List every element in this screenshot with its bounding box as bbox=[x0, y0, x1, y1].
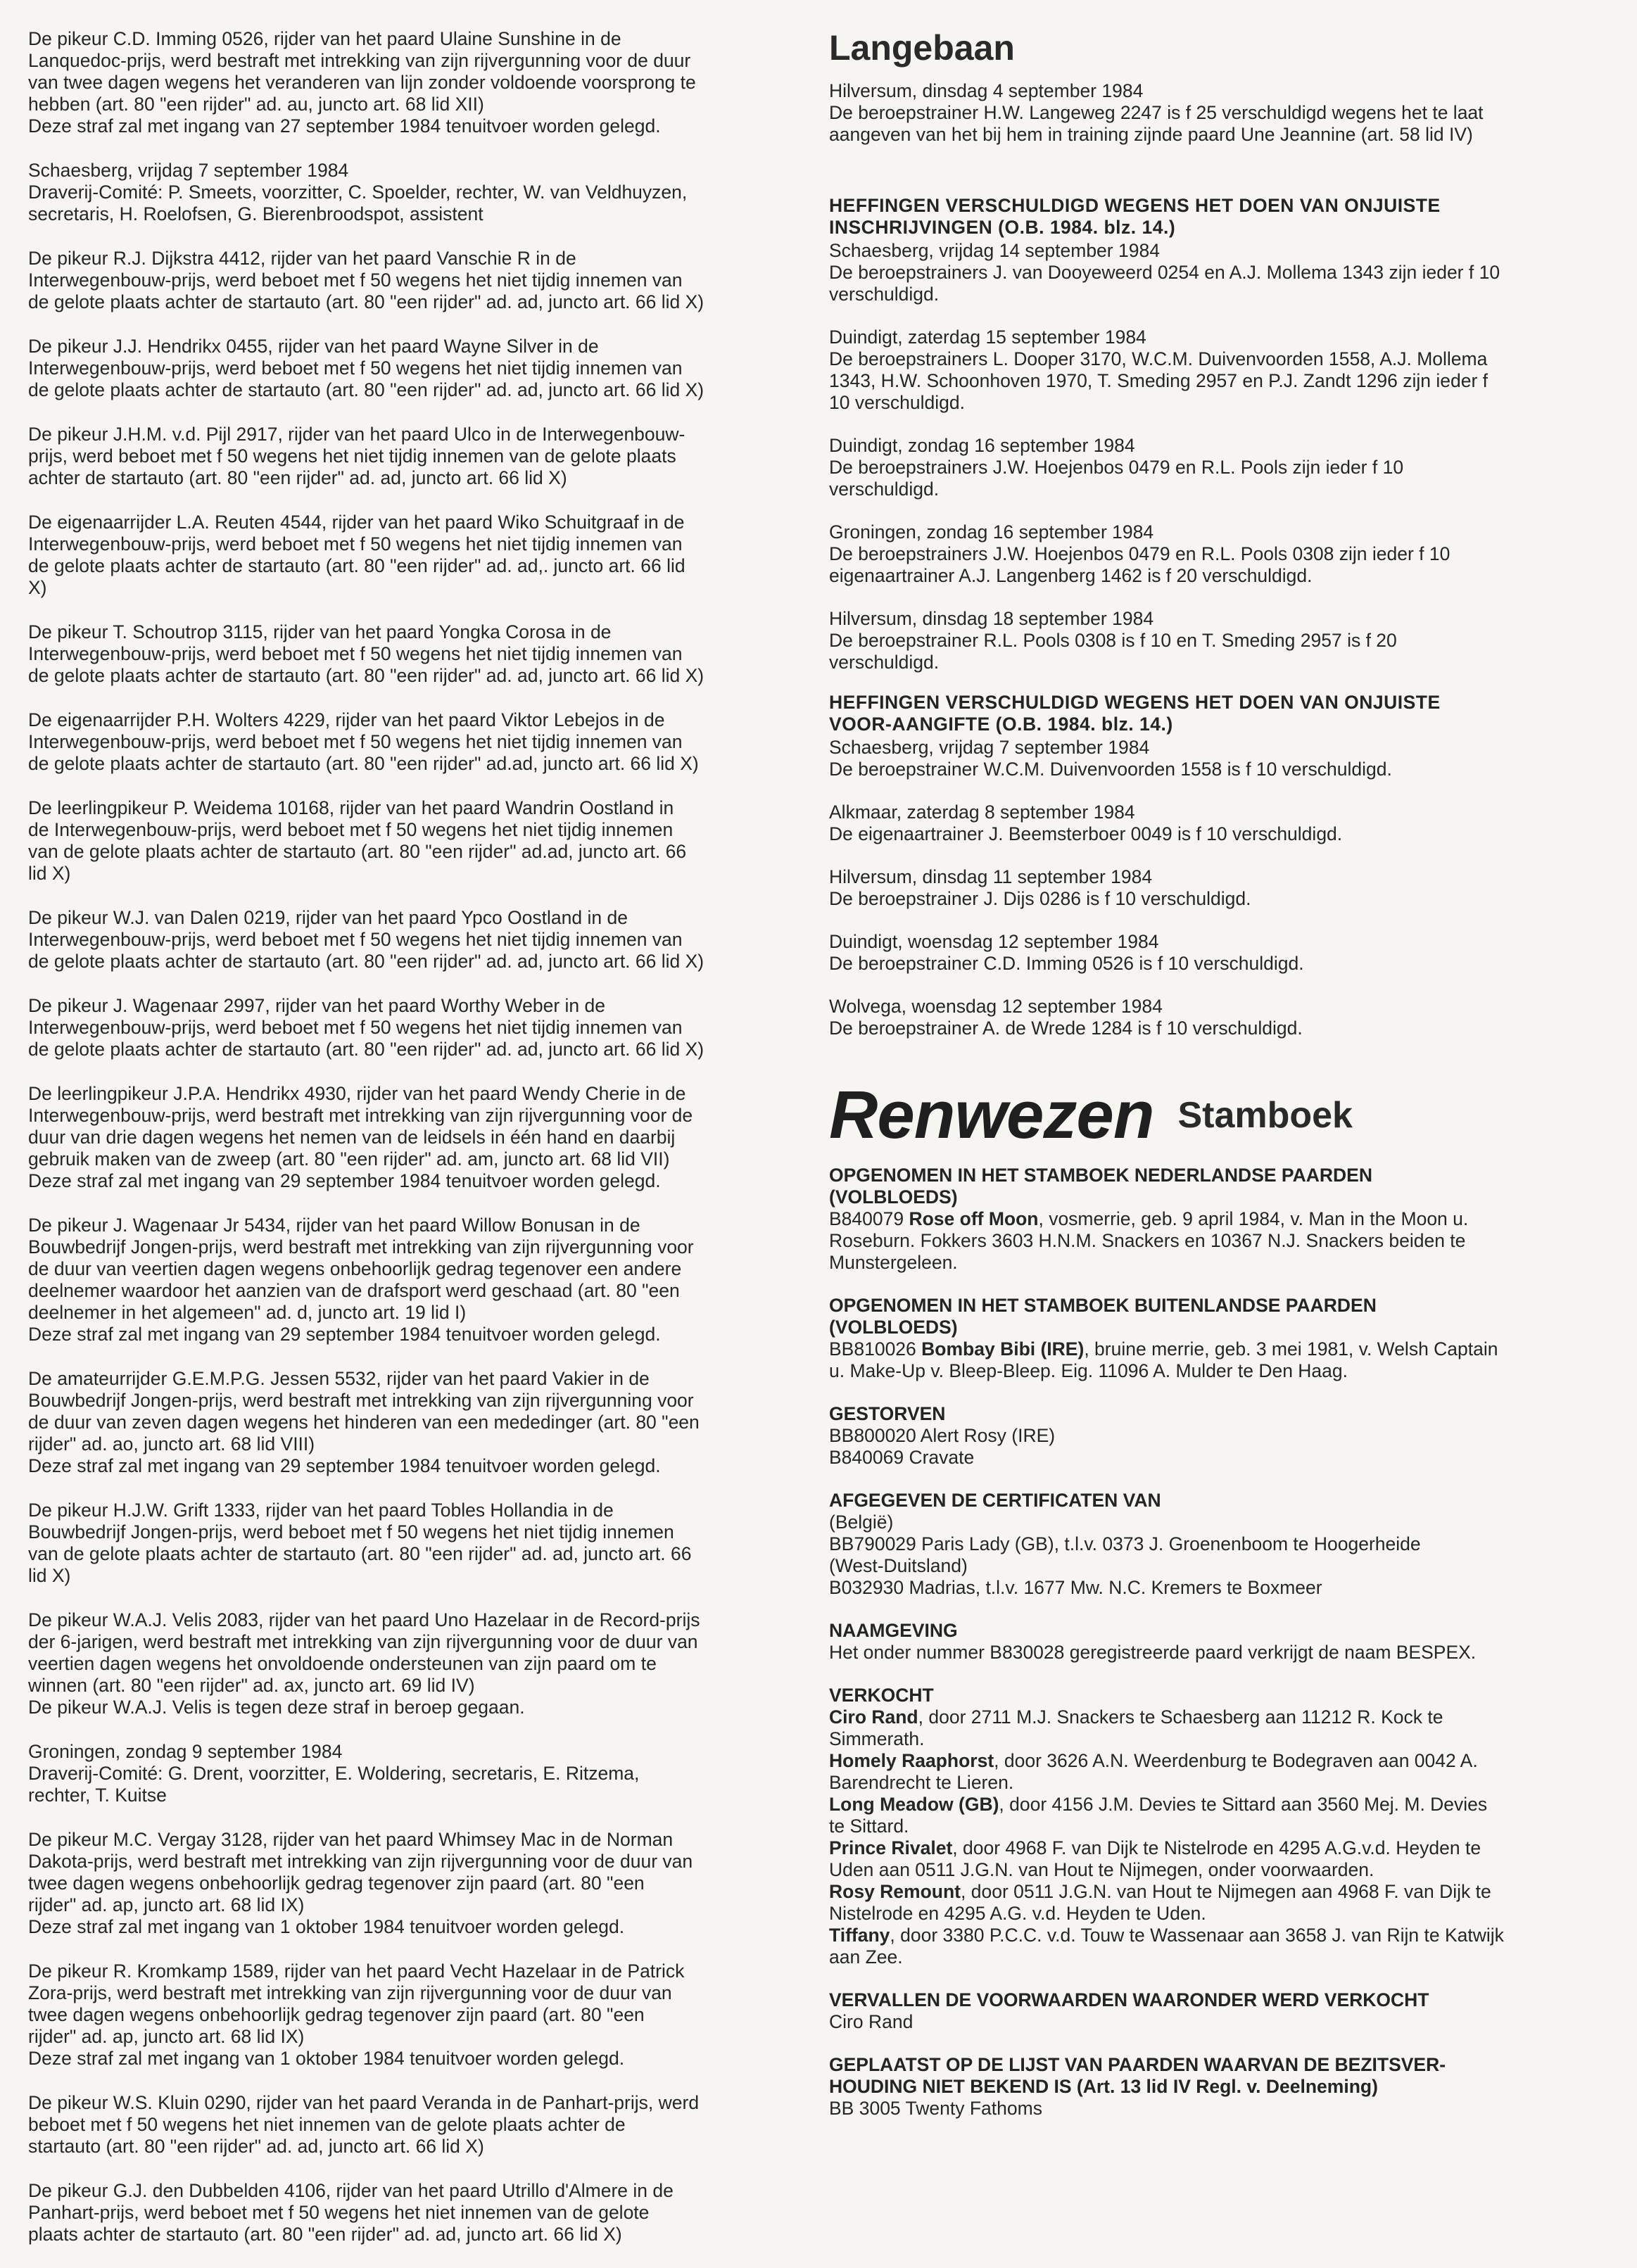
heading-line: VERKOCHT bbox=[829, 1685, 934, 1706]
section-entries-voor-aangifte bbox=[829, 737, 1574, 1039]
paragraph-line: Interwegenbouw-prijs, werd beboet met f 50 wegens het niet tijdig innemen van bbox=[28, 357, 683, 379]
left-paragraph bbox=[28, 2092, 788, 2158]
paragraph-line: eigenaartrainer A.J. Langenberg 1462 is f 20 verschuldigd. bbox=[829, 565, 1313, 586]
left-paragraph bbox=[28, 995, 788, 1060]
paragraph-line: De beroepstrainers J. van Dooyeweerd 0254 en A.J. Mollema 1343 zijn ieder f 10 bbox=[829, 262, 1500, 283]
left-paragraph bbox=[28, 1741, 788, 1806]
heading-line: OPGENOMEN IN HET STAMBOEK BUITENLANDSE PAARDEN bbox=[829, 1295, 1377, 1316]
left-paragraph bbox=[28, 2180, 788, 2245]
paragraph-line: Schaesberg, vrijdag 14 september 1984 bbox=[829, 240, 1160, 261]
paragraph-line: Duindigt, woensdag 12 september 1984 bbox=[829, 931, 1159, 952]
paragraph-line: De pikeur J. Wagenaar Jr 5434, rijder van het paard Willow Bonusan in de bbox=[28, 1215, 640, 1236]
horse-name: Rose off Moon bbox=[909, 1208, 1039, 1229]
paragraph-line: rijder" ad. ap, juncto art. 68 lid IX) bbox=[28, 2026, 305, 2047]
heading-line: GESTORVEN bbox=[829, 1403, 946, 1424]
left-paragraph bbox=[28, 1609, 788, 1718]
heading-line: HEFFINGEN VERSCHULDIGD WEGENS HET DOEN VAN ONJUISTE bbox=[829, 692, 1441, 713]
horse-name: Homely Raaphorst bbox=[829, 1750, 994, 1771]
stamboek-line bbox=[829, 1837, 1574, 1859]
text-run: B840079 bbox=[829, 1208, 909, 1229]
horse-name: Rosy Remount bbox=[829, 1881, 961, 1902]
text-run: , door 4156 J.M. Devies te Sittard aan 3560 Mej. M. Devies bbox=[999, 1794, 1488, 1815]
paragraph-line: De eigenaartrainer J. Beemsterboer 0049 is f 10 verschuldigd. bbox=[829, 823, 1343, 844]
paragraph-line: Deze straf zal met ingang van 1 oktober 1984 tenuitvoer worden gelegd. bbox=[28, 1916, 625, 1937]
text-run: aan Zee. bbox=[829, 1946, 903, 1968]
paragraph-line: De leerlingpikeur P. Weidema 10168, rijder van het paard Wandrin Oostland in bbox=[28, 797, 674, 818]
left-paragraph bbox=[28, 248, 788, 313]
fee-entry bbox=[829, 240, 1574, 305]
text-run: BB810026 bbox=[829, 1338, 922, 1360]
stamboek-line bbox=[829, 1816, 1574, 1837]
stamboek-heading bbox=[829, 1620, 1574, 1642]
left-paragraph bbox=[28, 1829, 788, 1938]
stamboek-line bbox=[829, 1903, 1574, 1925]
paragraph-line: Zora-prijs, werd bestraft met intrekking van zijn rijvergunning voor de duur van bbox=[28, 1982, 672, 2003]
horse-name: Prince Rivalet bbox=[829, 1837, 953, 1858]
stamboek-line bbox=[829, 2098, 1574, 2120]
fee-entry bbox=[829, 521, 1574, 587]
paragraph-line: Hilversum, dinsdag 11 september 1984 bbox=[829, 866, 1153, 887]
paragraph-line: Deze straf zal met ingang van 27 september 1984 tenuitvoer worden gelegd. bbox=[28, 115, 661, 137]
stamboek-block bbox=[829, 1490, 1574, 1599]
stamboek-heading bbox=[829, 1989, 1574, 2011]
paragraph-line: Hilversum, dinsdag 4 september 1984 bbox=[829, 80, 1144, 101]
paragraph-line: de duur van veertien dagen wegens onbehoorlijk gedrag tegenover een andere bbox=[28, 1258, 682, 1279]
paragraph-line: der 6-jarigen, werd bestraft met intrekking van zijn rijvergunning voor de duur van bbox=[28, 1631, 698, 1652]
stamboek-line bbox=[829, 1360, 1574, 1382]
paragraph-line: 1343, H.W. Schoonhoven 1970, T. Smeding 2957 en P.J. Zandt 1296 zijn ieder f bbox=[829, 370, 1488, 391]
paragraph-line: Lanquedoc-prijs, werd bestraft met intrekking van zijn rijvergunning voor de duur bbox=[28, 50, 691, 71]
renwezen-title: Renwezen bbox=[829, 1077, 1154, 1153]
paragraph-line: Duindigt, zondag 16 september 1984 bbox=[829, 435, 1135, 456]
paragraph-line: De pikeur J.J. Hendrikx 0455, rijder van het paard Wayne Silver in de bbox=[28, 336, 599, 357]
left-paragraph bbox=[28, 1215, 788, 1345]
renwezen-banner bbox=[829, 1079, 1574, 1158]
horse-name: Tiffany bbox=[829, 1925, 890, 1946]
fee-entry bbox=[829, 996, 1574, 1039]
left-paragraph bbox=[28, 907, 788, 973]
stamboek-line bbox=[829, 1794, 1574, 1816]
heading-line: HOUDING NIET BEKEND IS (Art. 13 lid IV Regl. v. Deelneming) bbox=[829, 2076, 1378, 2097]
left-column bbox=[28, 28, 788, 2268]
paragraph-line: Interwegenbouw-prijs, werd beboet met f 50 wegens het niet tijdig innemen van bbox=[28, 270, 683, 291]
paragraph-line: de gelote plaats achter de startauto (art. 80 "een rijder" ad. ad, juncto art. 66 lid X) bbox=[28, 291, 704, 312]
stamboek-line bbox=[829, 1946, 1574, 1968]
paragraph-line: de gelote plaats achter de startauto (art. 80 "een rijder" ad. ad,. juncto art. 66 lid bbox=[28, 555, 685, 576]
fee-entry bbox=[829, 737, 1574, 780]
left-paragraph bbox=[28, 28, 788, 137]
heading-line: VOOR-AANGIFTE (O.B. 1984. blz. 14.) bbox=[829, 714, 1173, 735]
paragraph-line: van de gelote plaats achter de startauto (art. 80 "een rijder" ad.ad, juncto art. 66 bbox=[28, 841, 687, 862]
paragraph-line: deelnemer waardoor het aanzien van de drafsport werd geschaad (art. 80 "een bbox=[28, 1280, 680, 1301]
stamboek-line bbox=[829, 1533, 1574, 1555]
left-paragraph bbox=[28, 160, 788, 225]
paragraph-line: De pikeur W.S. Kluin 0290, rijder van het paard Veranda in de Panhart-prijs, werd bbox=[28, 2092, 700, 2113]
text-run: , door 2711 M.J. Snackers te Schaesberg aan 11212 R. Kock te bbox=[918, 1706, 1443, 1728]
left-paragraph bbox=[28, 1083, 788, 1192]
stamboek-line bbox=[829, 1642, 1574, 1664]
heading-line: GEPLAATST OP DE LIJST VAN PAARDEN WAARVAN DE BEZITSVER- bbox=[829, 2054, 1446, 2075]
left-paragraph bbox=[28, 336, 788, 401]
right-column bbox=[829, 28, 1574, 2141]
text-run: te Sittard. bbox=[829, 1816, 909, 1837]
stamboek-block bbox=[829, 2054, 1574, 2120]
text-run: , door 0511 J.G.N. van Hout te Nijmegen aan 4968 F. van Dijk te bbox=[961, 1881, 1491, 1902]
stamboek-line bbox=[829, 1750, 1574, 1772]
paragraph-line: twee dagen wegens onbehoorlijk gedrag tegenover zijn paard (art. 80 "een bbox=[28, 2004, 645, 2025]
paragraph-line: De beroepstrainer C.D. Imming 0526 is f 10 verschuldigd. bbox=[829, 953, 1304, 974]
paragraph-line: rijder" ad. ao, juncto art. 68 lid VIII) bbox=[28, 1433, 315, 1455]
text-run: , vosmerrie, geb. 9 april 1984, v. Man in the Moon u. bbox=[1038, 1208, 1469, 1229]
stamboek-line bbox=[829, 2011, 1574, 2033]
text-run: Ciro Rand bbox=[829, 2011, 914, 2032]
text-run: B032930 Madrias, t.l.v. 1677 Mw. N.C. Kremers te Boxmeer bbox=[829, 1577, 1322, 1598]
stamboek-subtitle: Stamboek bbox=[1177, 1095, 1353, 1136]
paragraph-line: de duur van zeven dagen wegens het hinderen van een mededinger (art. 80 "een bbox=[28, 1412, 700, 1433]
heading-line: HEFFINGEN VERSCHULDIGD WEGENS HET DOEN VAN ONJUISTE bbox=[829, 195, 1441, 216]
paragraph-line: Schaesberg, vrijdag 7 september 1984 bbox=[28, 160, 349, 181]
fee-entry bbox=[829, 327, 1574, 414]
paragraph-line: De eigenaarrijder P.H. Wolters 4229, rijder van het paard Viktor Lebejos in de bbox=[28, 709, 665, 730]
stamboek-line bbox=[829, 1230, 1574, 1252]
paragraph-line: De pikeur T. Schoutrop 3115, rijder van het paard Yongka Corosa in de bbox=[28, 621, 612, 642]
paragraph-line: Schaesberg, vrijdag 7 september 1984 bbox=[829, 737, 1150, 758]
paragraph-line: rechter, T. Kuitse bbox=[28, 1785, 167, 1806]
heading-line: AFGEGEVEN DE CERTIFICATEN VAN bbox=[829, 1490, 1161, 1511]
fee-entry bbox=[829, 866, 1574, 910]
text-run: , bruine merrie, geb. 3 mei 1981, v. Welsh Captain bbox=[1084, 1338, 1498, 1360]
paragraph-line: Interwegenbouw-prijs, werd beboet met f 50 wegens het niet tijdig innemen van bbox=[28, 643, 683, 664]
stamboek-line bbox=[829, 1859, 1574, 1881]
stamboek-line bbox=[829, 1447, 1574, 1469]
left-paragraph bbox=[28, 797, 788, 885]
paragraph-line: gebruik maken van de zweep (art. 80 "een rijder" ad. am, juncto art. 68 lid VII) bbox=[28, 1148, 670, 1170]
stamboek-heading bbox=[829, 1490, 1574, 1512]
stamboek-line bbox=[829, 1772, 1574, 1794]
paragraph-line: Groningen, zondag 16 september 1984 bbox=[829, 521, 1154, 543]
text-run: (België) bbox=[829, 1512, 894, 1533]
paragraph-line: Bouwbedrijf Jongen-prijs, werd beboet met f 50 wegens het niet tijdig innemen bbox=[28, 1521, 674, 1542]
paragraph-line: secretaris, H. Roelofsen, G. Bierenbroodspot, assistent bbox=[28, 203, 483, 224]
paragraph-line: De pikeur W.A.J. Velis 2083, rijder van het paard Uno Hazelaar in de Record-prijs bbox=[28, 1609, 700, 1630]
stamboek-line bbox=[829, 1881, 1574, 1903]
stamboek-block bbox=[829, 1989, 1574, 2033]
paragraph-line: Alkmaar, zaterdag 8 september 1984 bbox=[829, 802, 1135, 823]
paragraph-line: De pikeur G.J. den Dubbelden 4106, rijder van het paard Utrillo d'Almere in de bbox=[28, 2180, 674, 2201]
paragraph-line: twee dagen wegens onbehoorlijk gedrag tegenover zijn paard (art. 80 "een bbox=[28, 1873, 645, 1894]
paragraph-line: De beroepstrainers J.W. Hoejenbos 0479 en R.L. Pools 0308 zijn ieder f 10 bbox=[829, 543, 1450, 564]
langebaan-entry bbox=[829, 80, 1574, 146]
paragraph-line: van de gelote plaats achter de startauto (art. 80 "een rijder" ad. ad, juncto art. 66 bbox=[28, 1543, 692, 1564]
paragraph-line: deelnemer in het algemeen" ad. d, juncto art. 19 lid I) bbox=[28, 1302, 467, 1323]
paragraph-line: Draverij-Comité: P. Smeets, voorzitter, C. Spoelder, rechter, W. van Veldhuyzen, bbox=[28, 182, 688, 203]
paragraph-line: Hilversum, dinsdag 18 september 1984 bbox=[829, 608, 1154, 629]
text-run: Nistelrode en 4295 A.G. v.d. Heyden te Uden. bbox=[829, 1903, 1206, 1924]
paragraph-line: lid X) bbox=[28, 1565, 71, 1586]
heading-line: (VOLBLOEDS) bbox=[829, 1317, 958, 1338]
paragraph-line: De pikeur J.H.M. v.d. Pijl 2917, rijder van het paard Ulco in de Interwegenbouw- bbox=[28, 424, 685, 445]
text-run: Het onder nummer B830028 geregistreerde paard verkrijgt de naam BESPEX. bbox=[829, 1642, 1477, 1663]
langebaan-heading: Langebaan bbox=[829, 28, 1015, 68]
stamboek-block bbox=[829, 1685, 1574, 1968]
text-run: , door 3626 A.N. Weerdenburg te Bodegraven aan 0042 A. bbox=[994, 1750, 1478, 1771]
horse-name: Bombay Bibi (IRE) bbox=[921, 1338, 1085, 1360]
text-run: Simmerath. bbox=[829, 1728, 925, 1749]
heading-line: (VOLBLOEDS) bbox=[829, 1186, 958, 1208]
paragraph-line: aangeven van het bij hem in training zijnde paard Une Jeannine (art. 58 lid IV) bbox=[829, 124, 1473, 145]
fee-entry bbox=[829, 802, 1574, 845]
stamboek-block bbox=[829, 1620, 1574, 1664]
text-run: Uden aan 0511 J.G.N. van Hout te Nijmegen, onder voorwaarden. bbox=[829, 1859, 1374, 1880]
section-entries-inschrijvingen bbox=[829, 240, 1574, 673]
paragraph-line: De beroepstrainers J.W. Hoejenbos 0479 en R.L. Pools zijn ieder f 10 bbox=[829, 457, 1404, 478]
left-paragraph bbox=[28, 1960, 788, 2070]
paragraph-line: Interwegenbouw-prijs, werd beboet met f 50 wegens het niet tijdig innemen van bbox=[28, 731, 683, 752]
stamboek-block bbox=[829, 1295, 1574, 1382]
paragraph-line: de gelote plaats achter de startauto (art. 80 "een rijder" ad.ad, juncto art. 66 lid X) bbox=[28, 753, 699, 774]
paragraph-line: De pikeur M.C. Vergay 3128, rijder van het paard Whimsey Mac in de Norman bbox=[28, 1829, 674, 1850]
stamboek-heading bbox=[829, 1403, 1574, 1425]
paragraph-line: de gelote plaats achter de startauto (art. 80 "een rijder" ad. ad, juncto art. 66 lid X) bbox=[28, 665, 704, 686]
paragraph-line: De eigenaarrijder L.A. Reuten 4544, rijder van het paard Wiko Schuitgraaf in de bbox=[28, 512, 685, 533]
fee-entry bbox=[829, 608, 1574, 673]
text-run: Munstergeleen. bbox=[829, 1252, 958, 1273]
stamboek-line bbox=[829, 1925, 1574, 1946]
paragraph-line: Deze straf zal met ingang van 29 september 1984 tenuitvoer worden gelegd. bbox=[28, 1455, 661, 1476]
paragraph-line: De pikeur C.D. Imming 0526, rijder van het paard Ulaine Sunshine in de bbox=[28, 28, 621, 49]
paragraph-line: De beroepstrainer R.L. Pools 0308 is f 10 en T. Smeding 2957 is f 20 bbox=[829, 630, 1397, 651]
stamboek-block bbox=[829, 1165, 1574, 1274]
heading-line: OPGENOMEN IN HET STAMBOEK NEDERLANDSE PAARDEN bbox=[829, 1165, 1372, 1186]
paragraph-line: winnen (art. 80 "een rijder" ad. ax, juncto art. 69 lid IV) bbox=[28, 1675, 475, 1696]
stamboek-line bbox=[829, 1555, 1574, 1577]
left-paragraph bbox=[28, 512, 788, 599]
paragraph-line: Bouwbedrijf Jongen-prijs, werd bestraft met intrekking van zijn rijvergunning voor bbox=[28, 1236, 694, 1257]
paragraph-line: De pikeur W.J. van Dalen 0219, rijder van het paard Ypco Oostland in de bbox=[28, 907, 628, 928]
paragraph-line: Deze straf zal met ingang van 29 september 1984 tenuitvoer worden gelegd. bbox=[28, 1170, 661, 1191]
paragraph-line: De pikeur H.J.W. Grift 1333, rijder van het paard Tobles Hollandia in de bbox=[28, 1500, 614, 1521]
paragraph-line: Interwegenbouw-prijs, werd beboet met f 50 wegens het niet tijdig innemen van bbox=[28, 929, 683, 950]
stamboek-line bbox=[829, 1706, 1574, 1728]
paragraph-line: verschuldigd. bbox=[829, 479, 940, 500]
text-run: , door 3380 P.C.C. v.d. Touw te Wassenaar aan 3658 J. van Rijn te Katwijk bbox=[890, 1925, 1504, 1946]
text-run: Roseburn. Fokkers 3603 H.N.M. Snackers en 10367 N.J. Snackers beiden te bbox=[829, 1230, 1466, 1251]
stamboek-line bbox=[829, 1252, 1574, 1274]
paragraph-line: van twee dagen wegens het veranderen van lijn zonder voldoende voorsprong te bbox=[28, 72, 696, 93]
paragraph-line: De beroepstrainer A. de Wrede 1284 is f 10 verschuldigd. bbox=[829, 1018, 1303, 1039]
text-run: (West-Duitsland) bbox=[829, 1555, 968, 1576]
paragraph-line: veertien dagen wegens het onvoldoende ondersteunen van zijn paard om te bbox=[28, 1653, 657, 1674]
horse-name: Ciro Rand bbox=[829, 1706, 918, 1728]
paragraph-line: Draverij-Comité: G. Drent, voorzitter, E. Woldering, secretaris, E. Ritzema, bbox=[28, 1763, 640, 1784]
text-run: u. Make-Up v. Bleep-Bleep. Eig. 11096 A. Mulder te Den Haag. bbox=[829, 1360, 1348, 1381]
stamboek-heading bbox=[829, 1295, 1574, 1338]
paragraph-line: verschuldigd. bbox=[829, 652, 940, 673]
paragraph-line: Bouwbedrijf Jongen-prijs, werd bestraft met intrekking van zijn rijvergunning voor bbox=[28, 1390, 694, 1411]
paragraph-line: plaats achter de startauto (art. 80 "een rijder" ad. ad, juncto art. 66 lid X) bbox=[28, 2224, 622, 2245]
stamboek-line bbox=[829, 1425, 1574, 1447]
paragraph-line: hebben (art. 80 "een rijder" ad. au, juncto art. 68 lid XII) bbox=[28, 94, 484, 115]
paragraph-line: de Interwegenbouw-prijs, werd beboet met f 50 wegens het niet tijdig innemen bbox=[28, 819, 674, 840]
paragraph-line: Dakota-prijs, werd bestraft met intrekking van zijn rijvergunning voor de duur van bbox=[28, 1851, 693, 1872]
paragraph-line: Interwegenbouw-prijs, werd beboet met f 50 wegens het niet tijdig innemen van bbox=[28, 1017, 683, 1038]
paragraph-line: beboet met f 50 wegens het niet innemen van de gelote plaats achter de bbox=[28, 2114, 626, 2135]
stamboek-line bbox=[829, 1338, 1574, 1360]
paragraph-line: de gelote plaats achter de startauto (art. 80 "een rijder" ad. ad, juncto art. 66 lid X) bbox=[28, 379, 704, 400]
text-run: , door 4968 F. van Dijk te Nistelrode en 4295 A.G.v.d. Heyden te bbox=[952, 1837, 1481, 1858]
paragraph-line: De beroepstrainer H.W. Langeweg 2247 is f 25 verschuldigd wegens het te laat bbox=[829, 102, 1484, 123]
stamboek-line bbox=[829, 1728, 1574, 1750]
stamboek-line bbox=[829, 1208, 1574, 1230]
paragraph-line: rijder" ad. ap, juncto art. 68 lid IX) bbox=[28, 1894, 305, 1915]
text-run: BB 3005 Twenty Fathoms bbox=[829, 2098, 1042, 2119]
paragraph-line: De amateurrijder G.E.M.P.G. Jessen 5532, rijder van het paard Vakier in de bbox=[28, 1368, 650, 1389]
heading-line: INSCHRIJVINGEN (O.B. 1984. blz. 14.) bbox=[829, 217, 1176, 238]
left-paragraph bbox=[28, 621, 788, 687]
left-paragraph bbox=[28, 424, 788, 489]
section-heading-voor-aangifte bbox=[829, 692, 1574, 735]
paragraph-line: De beroepstrainers L. Dooper 3170, W.C.M. Duivenvoorden 1558, A.J. Mollema bbox=[829, 348, 1488, 369]
paragraph-line: Deze straf zal met ingang van 29 september 1984 tenuitvoer worden gelegd. bbox=[28, 1324, 661, 1345]
left-paragraph bbox=[28, 1368, 788, 1477]
section-heading-inschrijvingen bbox=[829, 195, 1574, 239]
stamboek-heading bbox=[829, 1165, 1574, 1208]
stamboek-heading bbox=[829, 1685, 1574, 1706]
horse-name: Long Meadow (GB) bbox=[829, 1794, 999, 1815]
paragraph-line: duur van drie dagen wegens het nemen van de leidsels in één hand en daarbij bbox=[28, 1127, 676, 1148]
paragraph-line: De pikeur W.A.J. Velis is tegen deze straf in beroep gegaan. bbox=[28, 1697, 525, 1718]
left-paragraph bbox=[28, 1500, 788, 1587]
text-run: B840069 Cravate bbox=[829, 1447, 975, 1468]
paragraph-line: verschuldigd. bbox=[829, 284, 940, 305]
paragraph-line: 10 verschuldigd. bbox=[829, 392, 965, 413]
paragraph-line: De beroepstrainer J. Dijs 0286 is f 10 verschuldigd. bbox=[829, 888, 1251, 909]
stamboek-block bbox=[829, 1403, 1574, 1469]
fee-entry bbox=[829, 435, 1574, 500]
text-run: Barendrecht te Lieren. bbox=[829, 1772, 1014, 1793]
paragraph-line: Duindigt, zaterdag 15 september 1984 bbox=[829, 327, 1146, 348]
paragraph-line: De leerlingpikeur J.P.A. Hendrikx 4930, rijder van het paard Wendy Cherie in de bbox=[28, 1083, 686, 1104]
stamboek-line bbox=[829, 1512, 1574, 1533]
paragraph-line: Deze straf zal met ingang van 1 oktober 1984 tenuitvoer worden gelegd. bbox=[28, 2048, 625, 2069]
paragraph-line: de gelote plaats achter de startauto (art. 80 "een rijder" ad. ad, juncto art. 66 lid X) bbox=[28, 1039, 704, 1060]
paragraph-line: Groningen, zondag 9 september 1984 bbox=[28, 1741, 343, 1762]
paragraph-line: De pikeur R.J. Dijkstra 4412, rijder van het paard Vanschie R in de bbox=[28, 248, 576, 269]
paragraph-line: De pikeur R. Kromkamp 1589, rijder van het paard Vecht Hazelaar in de Patrick bbox=[28, 1960, 685, 1982]
heading-line: VERVALLEN DE VOORWAARDEN WAARONDER WERD VERKOCHT bbox=[829, 1989, 1429, 2010]
stamboek-heading bbox=[829, 2054, 1574, 2098]
paragraph-line: Interwegenbouw-prijs, werd beboet met f 50 wegens het niet tijdig innemen van bbox=[28, 533, 683, 555]
heading-line: NAAMGEVING bbox=[829, 1620, 958, 1641]
left-paragraph bbox=[28, 709, 788, 775]
paragraph-line: X) bbox=[28, 577, 47, 598]
text-run: BB790029 Paris Lady (GB), t.l.v. 0373 J. Groenenboom te Hoogerheide bbox=[829, 1533, 1421, 1554]
fee-entry bbox=[829, 931, 1574, 975]
paragraph-line: lid X) bbox=[28, 863, 71, 884]
paragraph-line: Interwegenbouw-prijs, werd bestraft met intrekking van zijn rijvergunning voor de bbox=[28, 1105, 693, 1126]
stamboek-line bbox=[829, 1577, 1574, 1599]
paragraph-line: Panhart-prijs, werd beboet met f 50 wegens het niet innemen van de gelote bbox=[28, 2202, 650, 2223]
text-run: BB800020 Alert Rosy (IRE) bbox=[829, 1425, 1056, 1446]
paragraph-line: startauto (art. 80 "een rijder" ad. ad, juncto art. 66 lid X) bbox=[28, 2136, 484, 2157]
stamboek-list bbox=[829, 1165, 1574, 2120]
paragraph-line: de gelote plaats achter de startauto (art. 80 "een rijder" ad. ad, juncto art. 66 lid X) bbox=[28, 951, 704, 972]
paragraph-line: achter de startauto (art. 80 "een rijder" ad. ad, juncto art. 66 lid X) bbox=[28, 467, 567, 488]
paragraph-line: prijs, werd beboet met f 50 wegens het niet tijdig innemen van de gelote plaats bbox=[28, 445, 676, 467]
paragraph-line: De pikeur J. Wagenaar 2997, rijder van het paard Worthy Weber in de bbox=[28, 995, 605, 1016]
paragraph-line: De beroepstrainer W.C.M. Duivenvoorden 1558 is f 10 verschuldigd. bbox=[829, 759, 1392, 780]
paragraph-line: Wolvega, woensdag 12 september 1984 bbox=[829, 996, 1163, 1017]
